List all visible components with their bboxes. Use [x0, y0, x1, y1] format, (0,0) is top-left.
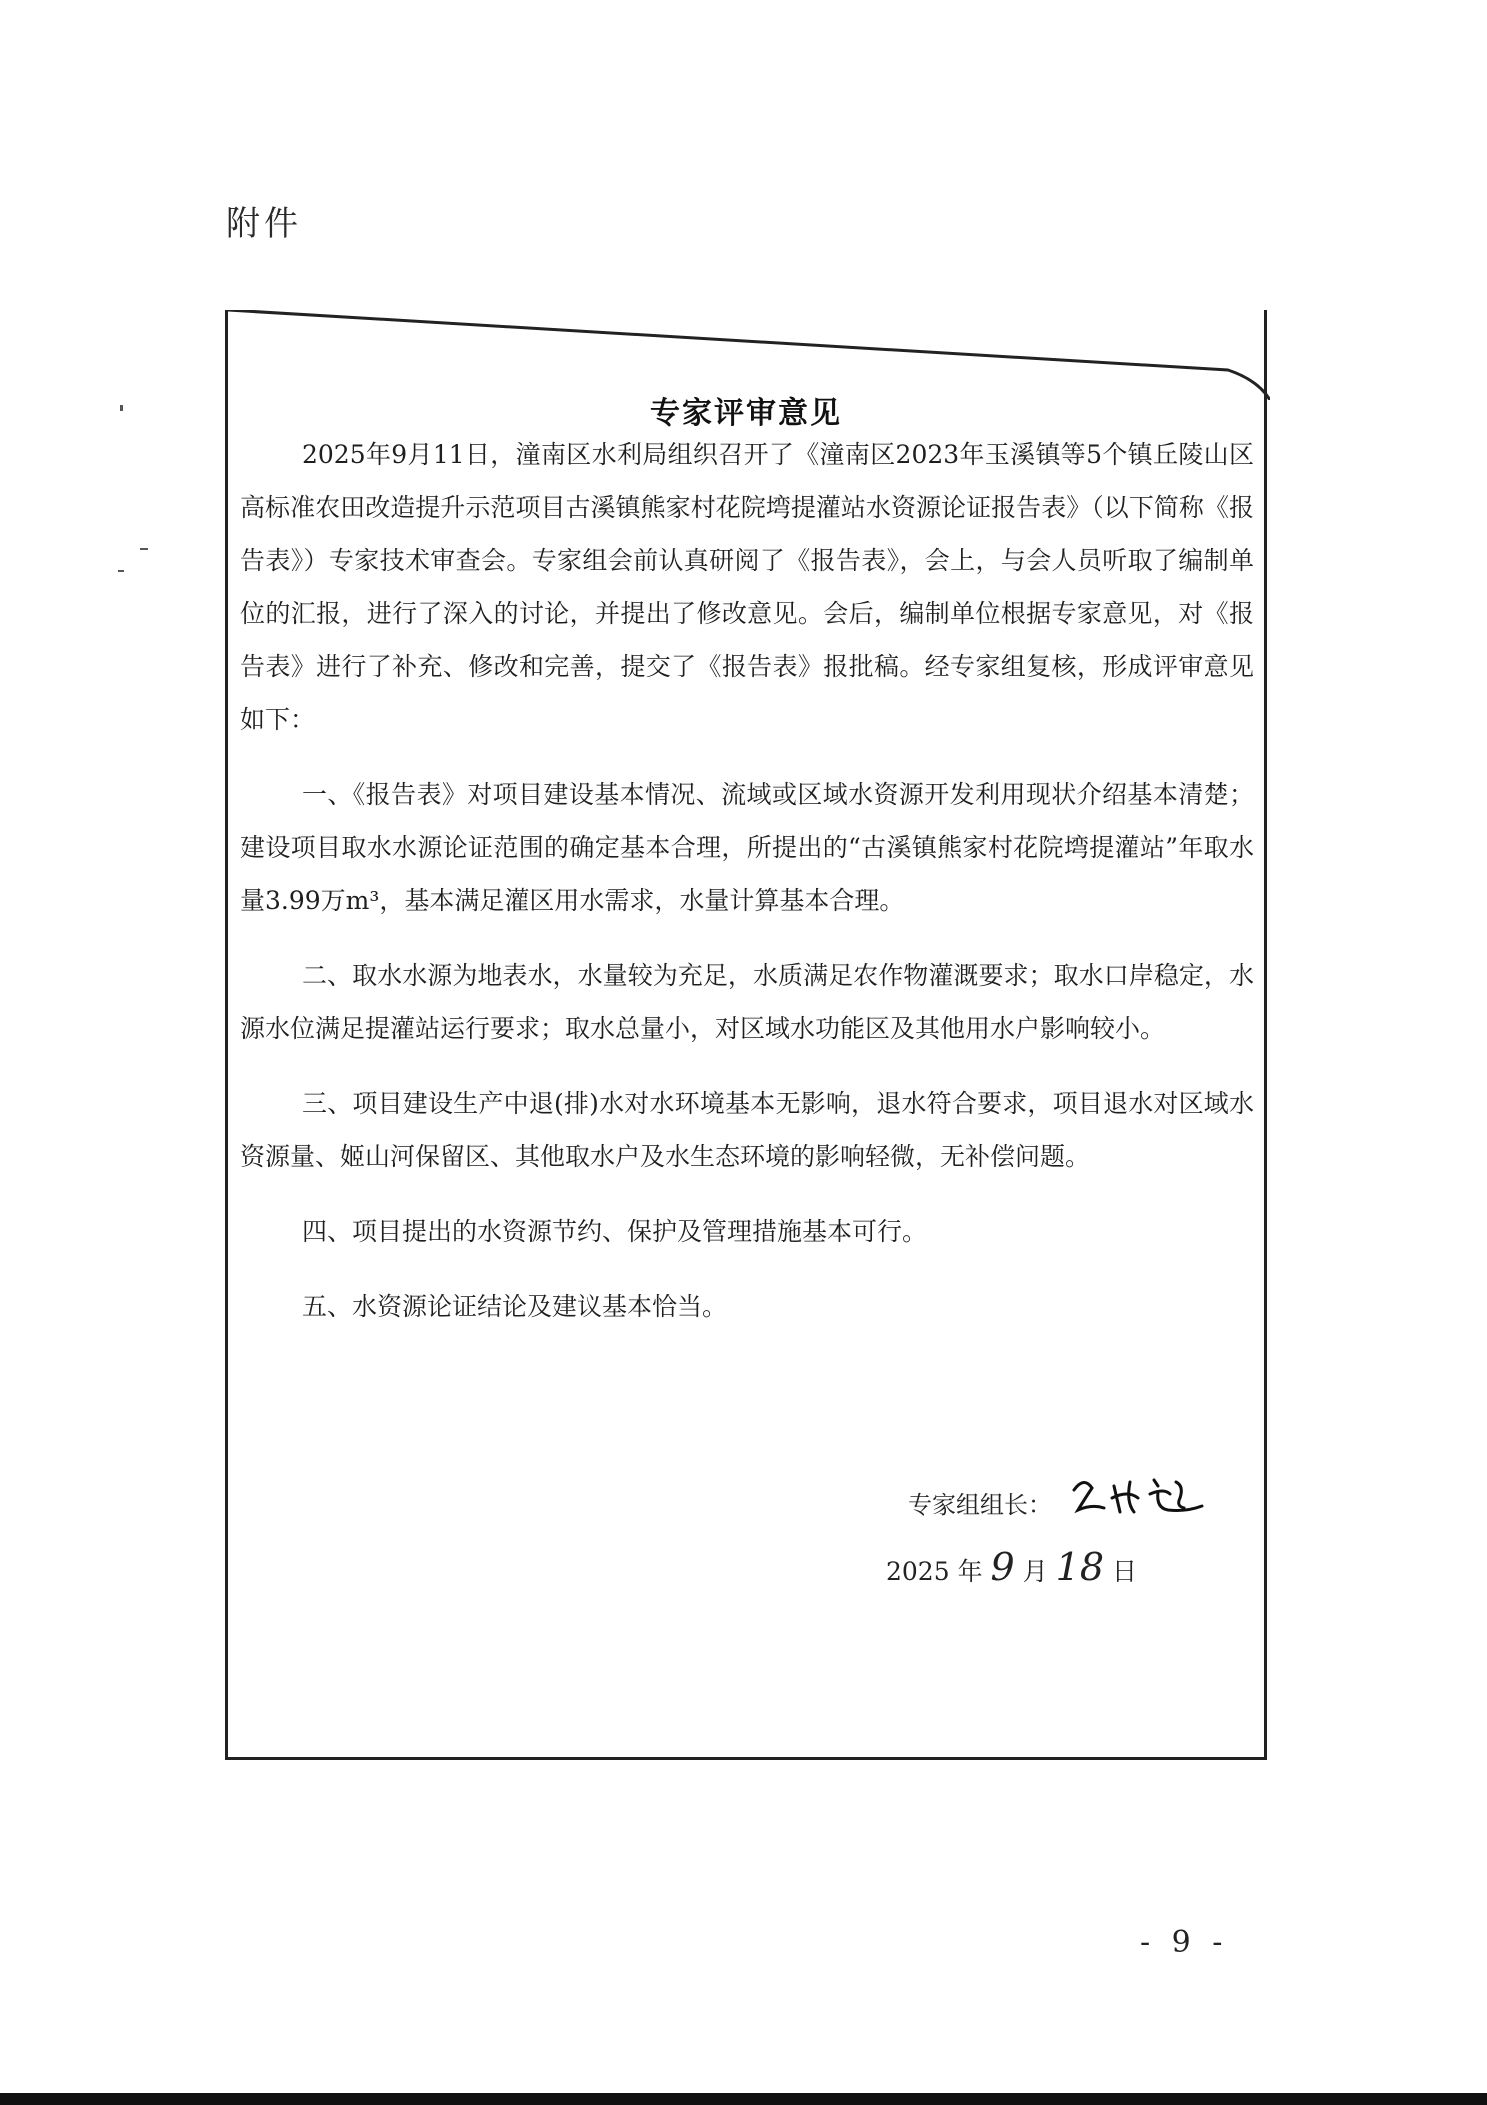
scan-speck: [118, 570, 124, 572]
document-title: 专家评审意见: [650, 396, 842, 431]
opinion-item-4: 四、项目提出的水资源节约、保护及管理措施基本可行。: [302, 1217, 928, 1246]
box-top-border: [228, 310, 1270, 400]
opinion-item-3: 三、项目建设生产中退(排)水对水环境基本无影响，退水符合要求，项目退水对区域水资源量、姬山河保留区、其他取水户及水生态环境的影响轻微，无补偿问题。: [240, 1089, 1254, 1171]
sign-date: [886, 1545, 1137, 1589]
scan-bottom-edge: [0, 2093, 1487, 2105]
sign-year: 2025: [886, 1557, 950, 1586]
sign-day: 18: [1055, 1545, 1105, 1589]
sign-month: 9: [990, 1545, 1015, 1589]
scan-speck: [120, 405, 123, 411]
opinion-item-1: 一、《报告表》对项目建设基本情况、流域或区域水资源开发利用现状介绍基本清楚；建设项目取水水源论证范围的确定基本合理，所提出的“古溪镇熊家村花院塆提灌站”年取水量3.99万m³，基本满足灌区用水需求，水量计算基本合理。: [240, 780, 1254, 915]
handwritten-signature: [1066, 1468, 1216, 1528]
scan-speck: [140, 548, 148, 550]
opinion-item-5: 五、水资源论证结论及建议基本恰当。: [302, 1292, 728, 1321]
day-unit: 日: [1111, 1557, 1137, 1586]
attachment-label: 附件: [226, 204, 302, 244]
review-opinion-box: [225, 310, 1267, 1760]
page-number: - 9 -: [1140, 1925, 1229, 1960]
opinion-body: [240, 428, 1254, 1333]
signer-label: 专家组组长：: [908, 1491, 1052, 1519]
intro-paragraph: 2025年9月11日，潼南区水利局组织召开了《潼南区2023年玉溪镇等5个镇丘陵山区高标准农田改造提升示范项目古溪镇熊家村花院塆提灌站水资源论证报告表》（以下简称《报告表》）专家技术审查会。专家组会前认真研阅了《报告表》，会上，与会人员听取了编制单位的汇报，进行了深入的讨论，并提出了修改意见。会后，编制单位根据专家意见，对《报告表》进行了补充、修改和完善，提交了《报告表》报批稿。经专家组复核，形成评审意见如下：: [240, 440, 1254, 734]
year-unit: 年: [957, 1557, 983, 1586]
opinion-item-2: 二、取水水源为地表水，水量较为充足，水质满足农作物灌溉要求；取水口岸稳定，水源水位满足提灌站运行要求；取水总量小，对区域水功能区及其他用水户影响较小。: [240, 961, 1254, 1043]
month-unit: 月: [1022, 1557, 1048, 1586]
